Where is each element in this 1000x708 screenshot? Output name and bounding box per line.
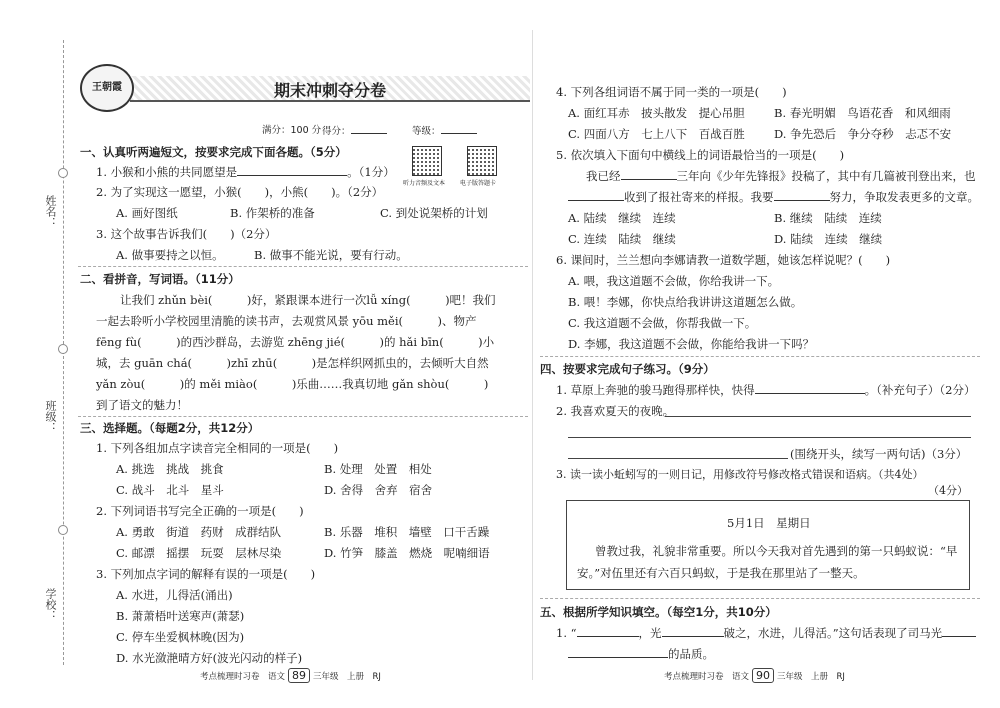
section-4-heading: 四、按要求完成句子练习。（9分） bbox=[540, 362, 715, 376]
s3-q1: 1. 下列各组加点字读音完全相同的一项是( ) bbox=[96, 441, 339, 455]
answer-line[interactable] bbox=[665, 416, 971, 417]
section-divider bbox=[540, 356, 980, 357]
binding-hole bbox=[58, 344, 68, 354]
q6-option[interactable]: D. 李娜，我这道题不会做，你能给我讲一下吗？ bbox=[568, 337, 815, 351]
s3-q2-option[interactable]: B. 乐器 堆积 墙壁 口干舌躁 bbox=[324, 525, 490, 539]
page-title: 期末冲刺夺分卷 bbox=[273, 81, 386, 100]
s2-line: yǎn zòu( )的 měi miào( )乐曲……我真切地 gǎn shòu( ) bbox=[96, 377, 489, 391]
s3-q1-option[interactable]: C. 战斗 北斗 星斗 bbox=[116, 483, 224, 497]
name-label: 姓名： bbox=[44, 195, 57, 228]
footer-right: 考点梳理时习卷 语文 90 三年级 上册 RJ bbox=[664, 669, 845, 682]
s3-q3-option[interactable]: C. 停车坐爱枫林晚(因为) bbox=[116, 630, 245, 644]
section-2-heading: 二、看拼音，写词语。（11分） bbox=[80, 272, 240, 286]
s3-q3-option[interactable]: D. 水光潋滟晴方好(波光闪动的样子) bbox=[116, 651, 303, 665]
class-label: 班级： bbox=[44, 400, 57, 433]
s1-q3: 3. 这个故事告诉我们( )（2分） bbox=[96, 227, 277, 241]
q5-option[interactable]: D. 陆续 连续 继续 bbox=[774, 232, 883, 246]
s5-q1: 1. “ ，光 破之，水进，儿得活。”这句话表现了司马光 bbox=[556, 625, 976, 641]
grade-field bbox=[412, 122, 477, 137]
s3-q1-option[interactable]: D. 舍得 舍弃 宿舍 bbox=[324, 483, 433, 497]
s1-q3-option[interactable]: A. 做事要持之以恒。 bbox=[116, 248, 224, 262]
s1-q3-option[interactable]: B. 做事不能光说，要有行动。 bbox=[254, 248, 408, 262]
score-label: 得分： bbox=[322, 126, 351, 137]
s2-line: fēng fù( )的西沙群岛，去游览 zhēng jié( )的 hǎi bīn( )小 bbox=[96, 335, 495, 349]
s4-q2: 2. 我喜欢夏天的夜晚。 bbox=[556, 404, 675, 418]
qr-code-answer-card[interactable] bbox=[467, 146, 497, 176]
diary-box bbox=[566, 500, 970, 590]
title-banner bbox=[130, 76, 530, 102]
s2-line: 一起去聆听小学校园里清脆的读书声，去观赏风景 yōu měi( )、物产 bbox=[96, 314, 477, 328]
footer-left: 考点梳理时习卷 语文 89 三年级 上册 RJ bbox=[200, 669, 381, 682]
page-number: 90 bbox=[752, 668, 774, 683]
school-label: 学校： bbox=[44, 588, 57, 621]
section-divider bbox=[78, 416, 528, 417]
q4-option[interactable]: C. 四面八方 七上八下 百战百胜 bbox=[568, 127, 745, 141]
qr-caption-audio: 听力音频及文本 bbox=[403, 180, 446, 187]
s1-q2-option[interactable]: C. 到处说架桥的计划 bbox=[380, 206, 488, 220]
q4-option[interactable]: B. 春光明媚 鸟语花香 和风细雨 bbox=[774, 106, 951, 120]
diary-line: 安。”对伍里还有六百只蚂蚁，于是我在那里站了一整天。 bbox=[577, 566, 865, 580]
s4-q1: 1. 草原上奔驰的骏马跑得那样快，快得 。（补充句子）（2分） bbox=[556, 383, 976, 397]
page-divider bbox=[532, 30, 533, 680]
section-divider bbox=[78, 266, 528, 267]
section-divider bbox=[540, 598, 980, 599]
s4-q3-score: （4分） bbox=[928, 484, 968, 497]
section-1-heading: 一、认真听两遍短文，按要求完成下面各题。（5分） bbox=[80, 145, 347, 159]
s3-q1-option[interactable]: A. 挑选 挑战 挑食 bbox=[116, 462, 224, 476]
section-3-heading: 三、选择题。（每题2分，共12分） bbox=[80, 421, 260, 435]
q4: 4. 下列各组词语不属于同一类的一项是( ) bbox=[556, 85, 787, 99]
q5-sentence-2: 收到了报社寄来的样报。我要 努力，争取发表更多的文章。 bbox=[568, 189, 979, 205]
q6-option[interactable]: B. 喂！李娜，你快点给我讲讲这道题怎么做。 bbox=[568, 295, 803, 309]
qr-caption-answer-card: 电子版答题卡 bbox=[460, 180, 497, 187]
q5-sentence-1: 我已经 三年向《少年先锋报》投稿了，其中有几篇被刊登出来，也 bbox=[586, 169, 976, 183]
q6-option[interactable]: C. 我这道题不会做，你帮我做一下。 bbox=[568, 316, 757, 330]
s4-q3: 3. 读一读小蚯蚓写的一则日记，用修改符号修改格式错误和语病。（共4处） bbox=[556, 468, 924, 481]
s5-q1-cont: 的品质。 bbox=[568, 646, 714, 662]
s3-q2: 2. 下列词语书写完全正确的一项是( ) bbox=[96, 504, 304, 518]
section-5-heading: 五、根据所学知识填空。（每空1分，共10分） bbox=[540, 605, 777, 619]
s4-q2-instruction: (围绕开头，续写一两句话)（3分） bbox=[790, 447, 968, 461]
binding-hole bbox=[58, 525, 68, 535]
s3-q1-option[interactable]: B. 处理 处置 相处 bbox=[324, 462, 432, 476]
s3-q2-option[interactable]: D. 竹笋 膝盖 燃烧 呢喃细语 bbox=[324, 546, 490, 560]
s1-q2-option[interactable]: A. 画好图纸 bbox=[116, 206, 178, 220]
s2-line: 让我们 zhǔn bèi( )好，紧跟课本进行一次lǚ xíng( )吧！我们 bbox=[120, 293, 496, 307]
s3-q3: 3. 下列加点字词的解释有误的一项是( ) bbox=[96, 567, 316, 581]
q4-option[interactable]: A. 面红耳赤 披头散发 提心吊胆 bbox=[568, 106, 745, 120]
qr-code-audio[interactable] bbox=[412, 146, 442, 176]
s1-q1: 1. 小猴和小熊的共同愿望是 。（1分） bbox=[96, 165, 395, 179]
q5-option[interactable]: C. 连续 陆续 继续 bbox=[568, 232, 676, 246]
q6: 6. 课间时，兰兰想向李娜请教一道数学题，她该怎样说呢？( ) bbox=[556, 253, 891, 267]
page-number: 89 bbox=[288, 668, 310, 683]
s3-q2-option[interactable]: A. 勇敢 街道 药财 成群结队 bbox=[116, 525, 282, 539]
s2-line: 城，去 guān chá( )zhī zhū( )是怎样织网抓虫的，去倾听大自然 bbox=[96, 356, 489, 370]
answer-line[interactable] bbox=[568, 458, 788, 459]
binding-hole bbox=[58, 168, 68, 178]
answer-line[interactable] bbox=[568, 437, 971, 438]
full-score: 满分：100 分 bbox=[262, 125, 322, 136]
q5: 5. 依次填入下面句中横线上的词语最恰当的一项是( ) bbox=[556, 148, 845, 162]
grade-label: 等级： bbox=[412, 126, 441, 137]
q5-option[interactable]: A. 陆续 继续 连续 bbox=[568, 211, 676, 225]
q4-option[interactable]: D. 争先恐后 争分夺秒 忐忑不安 bbox=[774, 127, 952, 141]
s3-q3-option[interactable]: A. 水进，儿得活(涌出) bbox=[116, 588, 233, 602]
q5-option[interactable]: B. 继续 陆续 连续 bbox=[774, 211, 882, 225]
logo-text: 王朝霞 bbox=[92, 82, 122, 93]
s3-q2-option[interactable]: C. 邮漂 摇摆 玩耍 层林尽染 bbox=[116, 546, 282, 560]
s3-q3-option[interactable]: B. 萧萧梧叶送寒声(萧瑟) bbox=[116, 609, 245, 623]
s2-line: 到了语文的魅力！ bbox=[96, 398, 188, 412]
score-field bbox=[322, 122, 387, 137]
diary-date: 5月1日 星期日 bbox=[727, 516, 811, 530]
s1-q2: 2. 为了实现这一愿望，小猴( )，小熊( )。（2分） bbox=[96, 185, 384, 199]
s1-q2-option[interactable]: B. 作架桥的准备 bbox=[230, 206, 315, 220]
diary-line: 曾教过我，礼貌非常重要。所以今天我对首先遇到的第一只蚂蚁说：“早 bbox=[595, 544, 958, 558]
publisher-logo bbox=[80, 64, 134, 112]
q6-option[interactable]: A. 喂，我这道题不会做，你给我讲一下。 bbox=[568, 274, 780, 288]
